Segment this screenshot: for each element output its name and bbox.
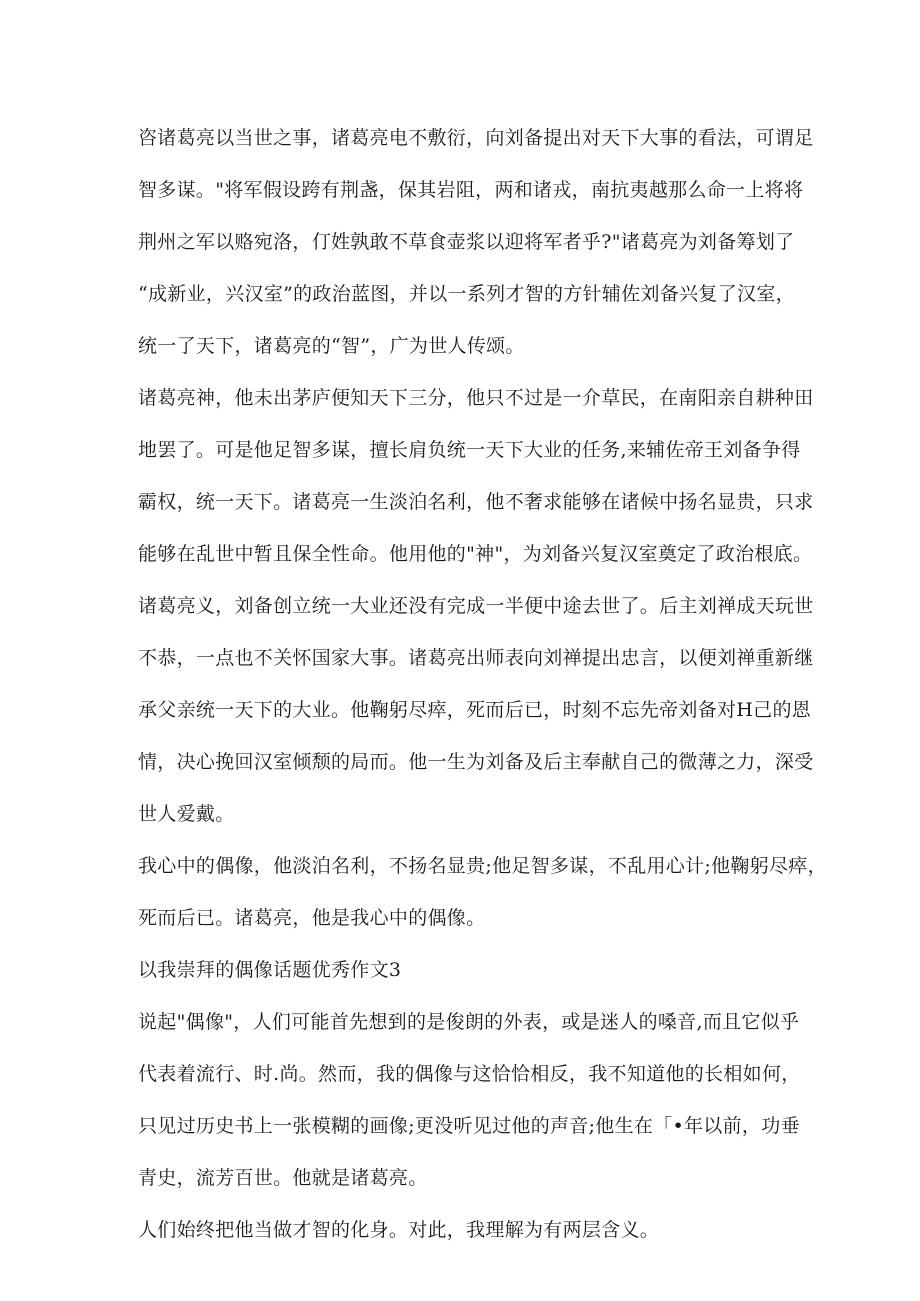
- text-line: 能够在乱世中暂且保全性命。他用他的"神"，为刘备兴复汉室奠定了政治根底。: [138, 543, 813, 565]
- paragraph-intro: [138, 996, 801, 1204]
- text-line: 霸权，统一天下。诸葛亮一生淡泊名利，他不奢求能够在诸候中扬名显贵，只求: [138, 491, 814, 513]
- text-line: 青史，流芳百世。他就是诸葛亮。: [138, 1167, 428, 1189]
- text-line: 说起"偶像"，人们可能首先想到的是俊朗的外表，或是迷人的嗓音,而且它似乎: [138, 1011, 800, 1033]
- text-line: 诸葛亮义，刘备创立统一大业还没有完成一半便中途去世了。后主刘禅成天玩世: [138, 595, 814, 617]
- paragraph-yi: [138, 580, 814, 840]
- text-line: 荆州之军以赂宛洛，仃姓孰敢不草食壶浆以迎将军者乎?"诸葛亮为刘备筹划了: [138, 231, 795, 253]
- text-line: 咨诸葛亮以当世之事，诸葛亮电不敷衍，向刘备提出对天下大事的看法，可谓足: [138, 127, 814, 149]
- text-line: 不恭，一点也不关怀国家大事。诸葛亮出师表向刘禅提出忠言，以便刘禅重新继: [138, 647, 814, 669]
- text-line: 人们始终把他当做才智的化身。对此，我理解为有两层含义。: [138, 1219, 660, 1241]
- paragraph-shen: [138, 372, 814, 580]
- paragraph-zhi: [138, 112, 814, 372]
- text-line: 代表着流行、时.尚。然而，我的偶像与这恰恰相反，我不知道他的长相如何，: [138, 1063, 801, 1085]
- text-line: “成新业，兴汉室”的政治蓝图，并以一系列才智的方针辅佐刘备兴复了汉室，: [138, 283, 795, 305]
- text-line: 我心中的偶像，他淡泊名利，不扬名显贵;他足智多谋，不乱用心计;他鞠躬尽瘁，: [138, 855, 827, 877]
- text-line: 承父亲统一天下的大业。他鞠躬尽瘁，死而后已，时刻不忘先帝刘备对H己的恩: [138, 699, 812, 721]
- document-body: [138, 112, 827, 1256]
- text-line: 只见过历史书上一张模糊的画像;更没听见过他的声音;他生在「•年以前，功垂: [138, 1115, 800, 1137]
- text-line: 诸葛亮神，他未出茅庐便知天下三分，他只不过是一介草民，在南阳亲自耕种田: [138, 387, 814, 409]
- text-line: 世人爱戴。: [138, 803, 235, 825]
- essay-title: 以我崇拜的偶像话题优秀作文3: [138, 959, 402, 981]
- paragraph-conclusion: [138, 840, 827, 944]
- paragraph-wisdom: [138, 1204, 788, 1256]
- text-line: 死而后已。诸葛亮，他是我心中的偶像。: [138, 907, 486, 929]
- text-line: 统一了天下，诸葛亮的“智”，广为世人传颂。: [138, 335, 525, 357]
- text-line: 地罢了。可是他足智多谋，擅长肩负统一天下大业的任务,来辅佐帝王刘备争得: [138, 439, 801, 461]
- text-line: 情，决心挽回汉室倾颓的局而。他一生为刘备及后主奉献自己的微薄之力，深受: [138, 751, 814, 773]
- section-heading: [138, 944, 788, 996]
- text-line: 智多谋。"将军假设跨有荆盏，保其岩阻，两和诸戎，南抗夷越那么命一上将将: [138, 179, 804, 201]
